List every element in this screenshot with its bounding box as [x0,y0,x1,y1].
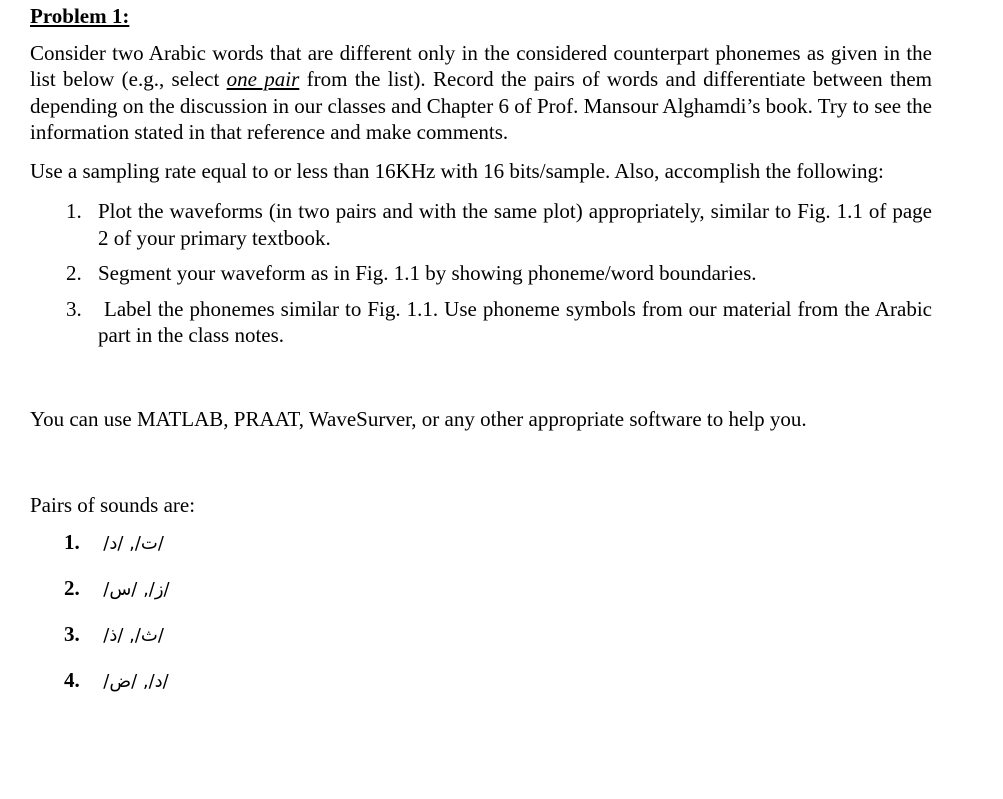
spacer [30,440,932,492]
intro-emphasis: one pair [226,67,300,91]
intro-text-part1: Consider two Arabic words that are different only in the considered counterpart phonemes as given in the list below (e.g., select [30,40,932,91]
pair-phonemes: /ث/, /ذ/ [103,624,164,646]
spacer [30,358,932,406]
document-page [30,0,938,713]
pair-item [30,667,932,713]
pair-item [30,529,932,575]
task-item [30,198,932,251]
pairs-heading: Pairs of sounds are: [30,493,196,517]
pair-item [30,621,932,667]
sampling-paragraph: Use a sampling rate equal to or less than 16KHz with 16 bits/sample. Also, accomplish the following: [30,158,884,183]
pair-list [30,529,932,713]
pair-number: 3. [64,621,80,646]
pair-item [30,575,932,621]
task-number: 1. [66,199,82,223]
task-list [30,198,938,349]
task-number: 3. [66,296,82,321]
pair-number: 1. [64,529,80,554]
pair-phonemes: /ت/, /د/ [103,532,164,554]
pair-phonemes: /د/, /ض/ [103,670,169,692]
task-item [30,260,932,287]
software-paragraph: You can use MATLAB, PRAAT, WaveSurver, or any other appropriate software to help you. [30,406,807,431]
task-item [30,296,938,349]
pair-number: 2. [64,575,80,600]
pair-number: 4. [64,667,80,692]
task-text: Label the phonemes similar to Fig. 1.1. Use phoneme symbols from our material from the Arabic part in the class notes. [98,296,938,347]
task-text: Plot the waveforms (in two pairs and with the same plot) appropriately, similar to Fig. 1.1 of page 2 of your primary textbook. [98,199,932,250]
task-number: 2. [66,261,82,285]
pair-phonemes: /ز/, /س/ [103,578,170,600]
problem-title: Problem 1: [30,4,130,28]
task-text: Segment your waveform as in Fig. 1.1 by showing phoneme/word boundaries. [98,261,757,285]
intro-text-part2: from the list). Record the pairs of words and differentiate between them depending on the discussion in our classes and Chapter 6 of Prof. Mansour Alghamdi’s book. Try to see the information stated in that reference and make comments. [30,67,932,144]
intro-paragraph [30,40,932,146]
